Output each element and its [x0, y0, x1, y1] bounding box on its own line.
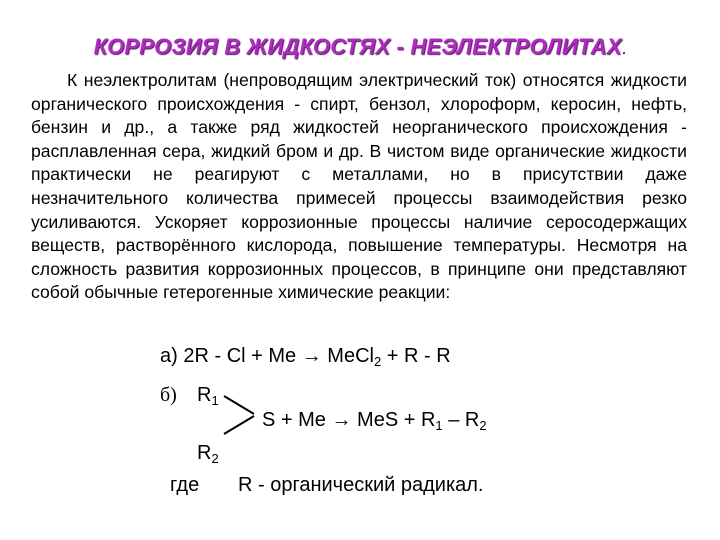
reaction-b-equation [262, 409, 487, 432]
body-paragraph: К неэлектролитам (непроводящим электрический ток) относятся жидкости органического происхождения - спирт, бензол, хлороформ, керосин, нефть, бензин и др., а также ряд жидкостей неорганического происхождения - расплавленная сера, жидкий бром и др. В чистом виде органические жидкости практически не реагируют с металлами, но в присутствии даже незначительного количества примесей процессы взаимодействия резко усиливаются. Ускоряет коррозионные процессы наличие серосодержащих веществ, растворённого кислорода, повышение температуры. Несмотря на сложность развития коррозионных процессов, в принципе они представляют собой обычные гетерогенные химические реакции: [31, 70, 687, 303]
reaction-b-r1: $R_1$ [197, 384, 219, 408]
page-title: КОРРОЗИЯ В ЖИДКОСТЯХ - НЕЭЛЕКТРОЛИТАХ [93, 34, 622, 59]
reaction-b-r2-product: $R_2$ [464, 409, 487, 433]
title-punctuation: . [621, 39, 627, 58]
reaction-b-product: MeS + $R_1$ [357, 409, 443, 433]
reaction-a-label: а) [160, 345, 178, 367]
reaction-a [160, 345, 451, 368]
reaction-bracket [222, 388, 262, 448]
where-text: R - органический радикал. [238, 474, 484, 496]
page-title-block [0, 34, 720, 60]
bracket-upper-line [224, 396, 254, 414]
reaction-b-arrow: → [331, 409, 352, 431]
reaction-a-arrow: → [301, 345, 322, 367]
reaction-b-label: б) [160, 384, 177, 406]
where-word: где [170, 474, 200, 496]
reaction-a-tail: + R - R [386, 345, 451, 367]
reaction-b-minus: – [448, 409, 460, 431]
bracket-lower-line [224, 416, 254, 434]
reaction-a-left: 2R - Cl + Me [183, 345, 297, 367]
reaction-a-product: MeCl$_2$ [327, 345, 382, 369]
reaction-b-r2: $R_2$ [197, 442, 219, 466]
reaction-b-left: S + Me [262, 409, 326, 431]
